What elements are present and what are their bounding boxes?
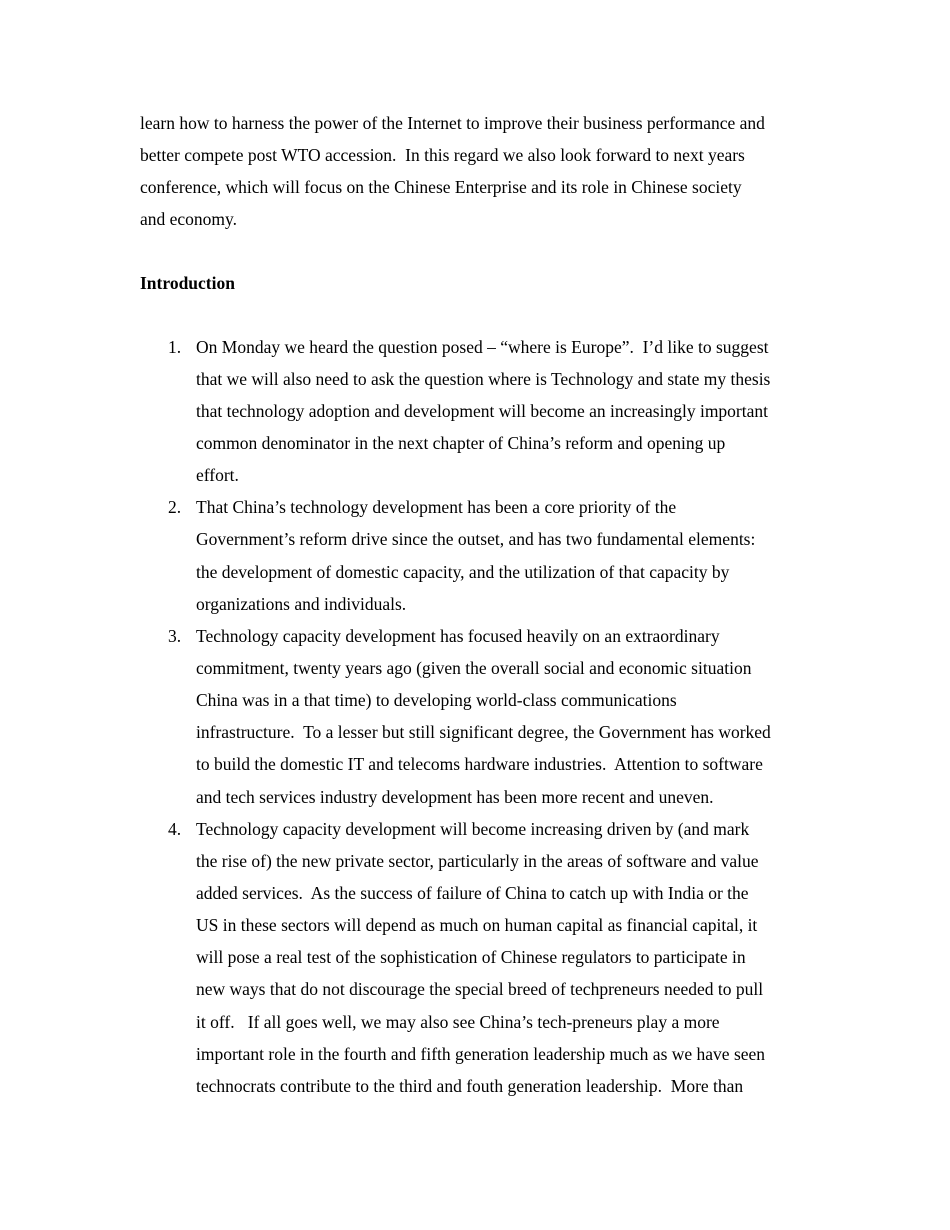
paragraph-line: and economy.: [140, 209, 238, 229]
list-item-number: 4.: [168, 819, 182, 839]
paragraph-line: better compete post WTO accession. In this regard we also look forward to next years: [140, 145, 745, 165]
paragraph-line: conference, which will focus on the Chinese Enterprise and its role in Chinese society: [140, 177, 742, 197]
list-item-line: will pose a real test of the sophistication of Chinese regulators to participate in: [196, 947, 746, 967]
list-item-line: US in these sectors will depend as much on human capital as financial capital, it: [196, 915, 758, 935]
list-item-line: That China’s technology development has been a core priority of the: [196, 497, 677, 517]
list-item-line: that we will also need to ask the question where is Technology and state my thesis: [196, 369, 771, 389]
list-item-line: to build the domestic IT and telecoms hardware industries. Attention to software: [196, 754, 763, 774]
list-item-line: important role in the fourth and fifth generation leadership much as we have seen: [196, 1044, 766, 1064]
list-item-line: organizations and individuals.: [196, 594, 407, 614]
list-item-line: commitment, twenty years ago (given the overall social and economic situation: [196, 658, 752, 678]
paragraph-line: learn how to harness the power of the Internet to improve their business performance and: [140, 113, 765, 133]
list-item-line: On Monday we heard the question posed – “where is Europe”. I’d like to suggest: [196, 337, 769, 357]
section-heading: Introduction: [140, 273, 235, 293]
list-item-line: and tech services industry development has been more recent and uneven.: [196, 787, 714, 807]
list-item-line: the rise of) the new private sector, particularly in the areas of software and value: [196, 851, 759, 871]
list-item-line: added services. As the success of failure of China to catch up with India or the: [196, 883, 749, 903]
list-item-line: technocrats contribute to the third and fouth generation leadership. More than: [196, 1076, 744, 1096]
list-item-line: it off. If all goes well, we may also see China’s tech-preneurs play a more: [196, 1012, 720, 1032]
list-item-line: Technology capacity development will become increasing driven by (and mark: [196, 819, 750, 839]
list-item-line: common denominator in the next chapter of China’s reform and opening up: [196, 433, 726, 453]
list-item-line: effort.: [196, 465, 239, 485]
list-item-line: Government’s reform drive since the outset, and has two fundamental elements:: [196, 529, 756, 549]
list-item-line: infrastructure. To a lesser but still significant degree, the Government has worked: [196, 722, 771, 742]
list-item-number: 3.: [168, 626, 182, 646]
list-item-number: 1.: [168, 337, 182, 357]
list-item-line: that technology adoption and development will become an increasingly important: [196, 401, 768, 421]
list-item-line: the development of domestic capacity, and the utilization of that capacity by: [196, 562, 730, 582]
list-item-line: new ways that do not discourage the special breed of techpreneurs needed to pull: [196, 979, 764, 999]
list-item-line: Technology capacity development has focused heavily on an extraordinary: [196, 626, 720, 646]
list-item-number: 2.: [168, 497, 182, 517]
list-item-line: China was in a that time) to developing world-class communications: [196, 690, 677, 710]
